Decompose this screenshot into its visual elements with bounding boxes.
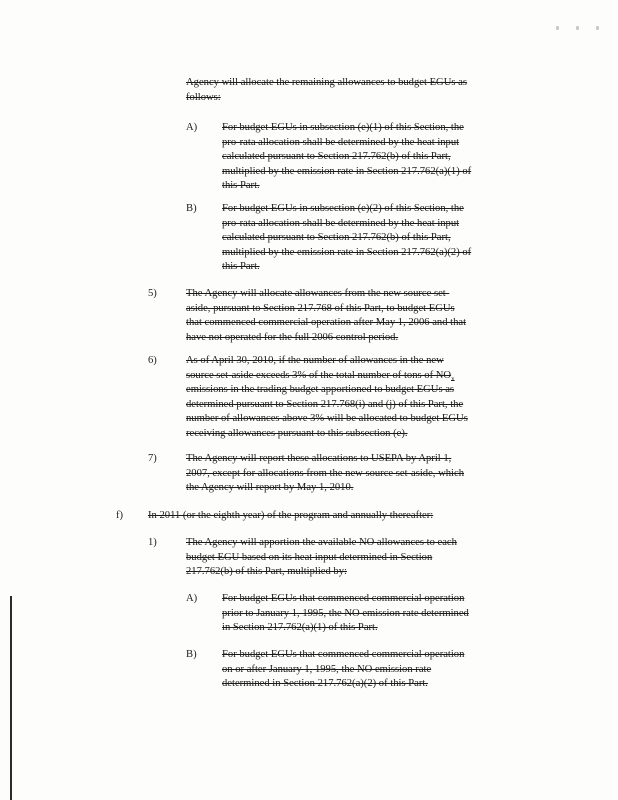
item-text-5: The Agency will allocate allowances from the new source set- aside, pursuant to Section 217.768 of this Part, to budget EGUs that commenced commercial operation after May 1, 2006 and that have not operated for the full 2006 control period. [186, 288, 467, 343]
item-label-1: 1) [148, 537, 157, 548]
item-label-A2: A) [186, 593, 198, 604]
scan-mark-3 [596, 26, 599, 30]
item-label-A: A) [186, 122, 198, 133]
scan-mark-2 [576, 26, 579, 30]
item-label-6: 6) [148, 355, 157, 366]
item-text-6: As of April 30, 2010, if the number of allowances in the new source set-aside exceeds 3% of the total number of tons of $NO_x$ emissions in the trading budget apportioned to budget EGUs as determined pursuant to Section 217.768(i) and (j) of this Part, the number of allowances above 3% will be allocated to budget EGUs receiving allowances pursuant to this subsection (e). [186, 355, 468, 439]
item-text-B2: For budget EGUs that commenced commercial operation on or after January 1, 1995, the NO emission rate determined in Section 217.762(a)(2) of this Part. [222, 649, 465, 690]
text-line: Agency will allocate the remaining allowances to budget EGUs as [186, 77, 467, 88]
scan-mark-1 [556, 26, 559, 30]
item-text-A: For budget EGUs in subsection (e)(1) of this Section, the pro-rata allocation shall be determined by the heat input calculated pursuant to Section 217.762(b) of this Part, multiplied by the emission rate in Section 217.762(a)(1) of this Part. [222, 122, 472, 192]
item-label-B: B) [186, 203, 197, 214]
item-label-5: 5) [148, 288, 157, 299]
intro-paragraph [186, 76, 467, 105]
item-label-7: 7) [148, 453, 157, 464]
item-text-A2: For budget EGUs that commenced commercial operation prior to January 1, 1995, the NO emission rate determined in Section 217.762(a)(1) of this Part. [222, 593, 469, 634]
text-line: follows: [186, 91, 221, 103]
item-text-B: For budget EGUs in subsection (e)(2) of this Section, the pro-rata allocation shall be determined by the heat input calculated pursuant to Section 217.762(b) of this Part, multiplied by the emission rate in Section 217.762(a)(2) of this Part. [222, 203, 472, 273]
item-label-f: f) [116, 510, 124, 521]
item-label-B2: B) [186, 649, 197, 660]
item-text-7: The Agency will report these allocations to USEPA by April 1, 2007, except for allocations from the new source set-aside, which the Agency will report by May 1, 2010. [186, 453, 464, 494]
left-margin-rule [10, 596, 12, 800]
item-text-f: In 2011 (or the eighth year) of the program and annually thereafter: [148, 510, 434, 521]
item-text-1: The Agency will apportion the available NO allowances to each budget EGU based on its heat input determined in Section 217.762(b) of this Part, multiplied by: [186, 537, 457, 578]
